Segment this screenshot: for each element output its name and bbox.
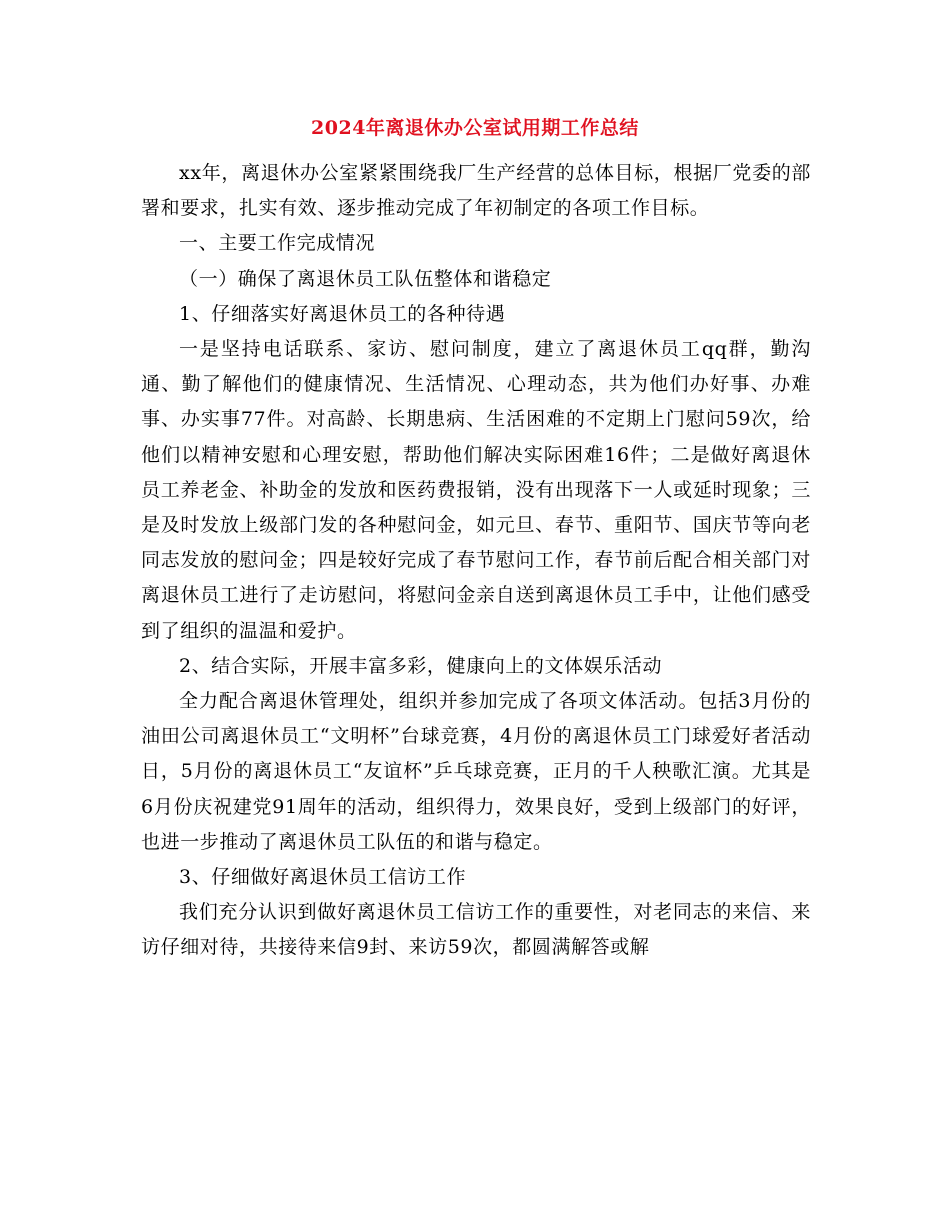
subsection-heading-1: （一）确保了离退休员工队伍整体和谐稳定 xyxy=(179,267,552,290)
item-heading-1: 1、仔细落实好离退休员工的各种待遇 xyxy=(179,302,506,325)
item-paragraph-2: 全力配合离退休管理处，组织并参加完成了各项文体活动。包括3月份的油田公司离退休员工“文明杯”台球竞赛，4月份的离退休员工门球爱好者活动日，5月份的离退休员工“友谊杯”乒乓球竞赛，正月的千人秧歌汇演。尤其是6月份庆祝建党91周年的活动，组织得力，效果良好，受到上级部门的好评，也进一步推动了离退休员工队伍的和谐与稳定。 xyxy=(141,690,811,853)
document-title: 2024年离退休办公室试用期工作总结 xyxy=(311,117,639,139)
item-paragraph-1: 一是坚持电话联系、家访、慰问制度，建立了离退休员工qq群，勤沟通、勤了解他们的健康情况、生活情况、心理动态，共为他们办好事、办难事、办实事77件。对高龄、长期患病、生活困难的不定期上门慰问59次，给他们以精神安慰和心理安慰，帮助他们解决实际困难16件；二是做好离退休员工养老金、补助金的发放和医药费报销，没有出现落下一人或延时现象；三是及时发放上级部门发的各种慰问金，如元旦、春节、重阳节、国庆节等向老同志发放的慰问金；四是较好完成了春节慰问工作，春节前后配合相关部门对离退休员工进行了走访慰问，将慰问金亲自送到离退休员工手中，让他们感受到了组织的温温和爱护。 xyxy=(141,338,811,642)
section-heading-1: 一、主要工作完成情况 xyxy=(179,232,376,255)
item-heading-2: 2、结合实际，开展丰富多彩，健康向上的文体娱乐活动 xyxy=(179,654,663,677)
item-paragraph-3: 我们充分认识到做好离退休员工信访工作的重要性，对老同志的来信、来访仔细对待，共接待来信9封、来访59次，都圆满解答或解 xyxy=(141,901,811,959)
item-heading-3: 3、仔细做好离退休员工信访工作 xyxy=(179,866,467,889)
intro-paragraph: xx年，离退休办公室紧紧围绕我厂生产经营的总体目标，根据厂党委的部署和要求，扎实有效、逐步推动完成了年初制定的各项工作目标。 xyxy=(141,162,811,220)
document-body xyxy=(141,156,811,966)
